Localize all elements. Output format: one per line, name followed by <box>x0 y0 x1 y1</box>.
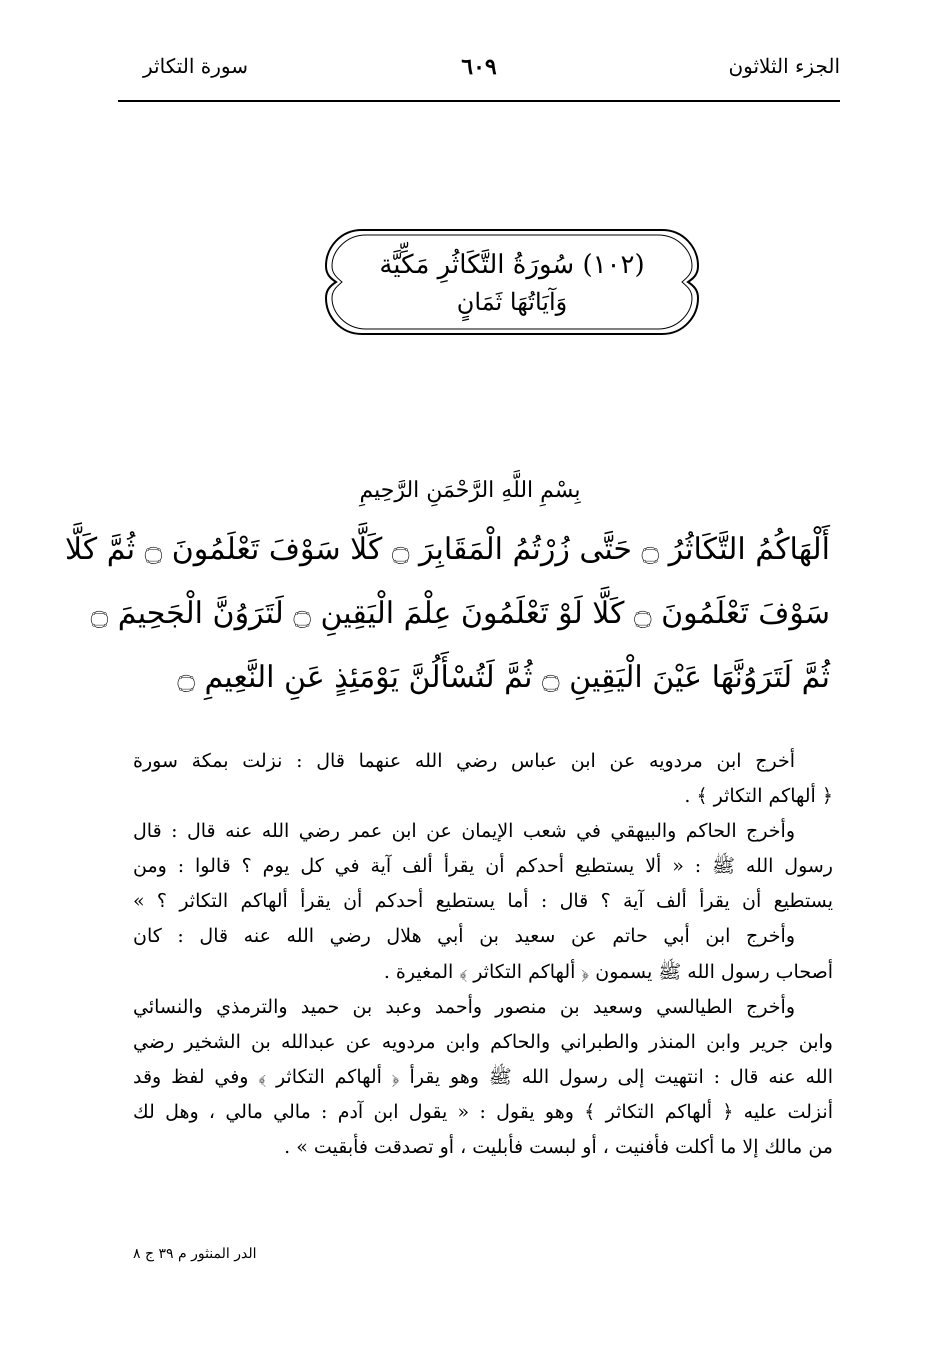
commentary-line: وأخرج الطيالسي وسعيد بن منصور وأحمد وعبد بن حميد والترمذي والنسائي <box>133 995 795 1018</box>
commentary-line: وأخرج ابن أبي حاتم عن سعيد بن أبي هلال رضي الله عنه قال : كان <box>133 925 795 948</box>
ornamental-frame-icon <box>322 226 702 338</box>
commentary-line: أخرج ابن مردويه عن ابن عباس رضي الله عنهما قال : نزلت بمكة سورة <box>133 750 795 772</box>
commentary-line: وأخرج الحاكم والبيهقي في شعب الإيمان عن ابن عمر رضي الله عنه قال : قال <box>133 820 795 843</box>
page-number: ٦٠٩ <box>461 54 497 80</box>
source-footnote: الدر المنثور م ٣٩ ج ٨ <box>133 1246 257 1262</box>
quran-line: أَلْهَاكُمُ التَّكَاثُرُ ۝ حَتَّى زُرْتُمُ الْمَقَابِرَ ۝ كَلَّا سَوْفَ تَعْلَمُونَ ۝ ثُمَّ كَلَّا <box>65 532 830 567</box>
quran-line: ثُمَّ لَتَرَوُنَّهَا عَيْنَ الْيَقِينِ ۝ ثُمَّ لَتُسْأَلُنَّ يَوْمَئِذٍ عَنِ النَّعِيمِ ۝ <box>177 660 830 695</box>
commentary-line: أنزلت عليه ﴿ ألهاكم التكاثر ﴾ وهو يقول : « يقول ابن آدم : مالي مالي ، وهل لك <box>133 1100 833 1123</box>
commentary-line: من مالك إلا ما أكلت فأفنيت ، أو لبست فأبليت ، أو تصدقت فأبقيت » . <box>284 1136 833 1159</box>
surah-title: (١٠٢) سُورَةُ التَّكَاثُرِ مَكِّيَّة <box>379 250 645 280</box>
commentary-line: الله عنه قال : انتهيت إلى رسول الله ﷺ وهو يقرأ ﴿ ألهاكم التكاثر ﴾ وفي لفظ وقد <box>133 1065 833 1088</box>
quran-line: سَوْفَ تَعْلَمُونَ ۝ كَلَّا لَوْ تَعْلَمُونَ عِلْمَ الْيَقِينِ ۝ لَتَرَوُنَّ الْجَحِيمَ ۝ <box>90 596 830 631</box>
surah-label: سورة التكاثر <box>143 54 249 78</box>
commentary-line: أصحاب رسول الله ﷺ يسمون ﴿ ألهاكم التكاثر ﴾ المغيرة . <box>383 960 833 983</box>
quran-text <box>65 518 830 710</box>
commentary-line: ﴿ ألهاكم التكاثر ﴾ . <box>684 785 833 808</box>
commentary-line: يستطيع أن يقرأ ألف آية ؟ قال : أما يستطيع أحدكم أن يقرأ ألهاكم التكاثر ؟ » <box>133 890 833 913</box>
commentary-line: وابن جرير وابن المنذر والطبراني والحاكم وابن مردويه عن عبدالله بن الشخير رضي <box>133 1030 833 1053</box>
commentary <box>133 744 833 1165</box>
page-header <box>118 52 840 102</box>
surah-title-frame <box>322 226 702 338</box>
juz-label: الجزء الثلاثون <box>728 54 840 78</box>
surah-verse-count: وَآيَاتُهَا ثَمَانٍ <box>456 288 568 316</box>
basmala: بِسْمِ اللَّهِ الرَّحْمَنِ الرَّحِيمِ <box>359 478 581 503</box>
commentary-line: رسول الله ﷺ : « ألا يستطيع أحدكم أن يقرأ ألف آية في كل يوم ؟ قالوا : ومن <box>133 855 833 878</box>
